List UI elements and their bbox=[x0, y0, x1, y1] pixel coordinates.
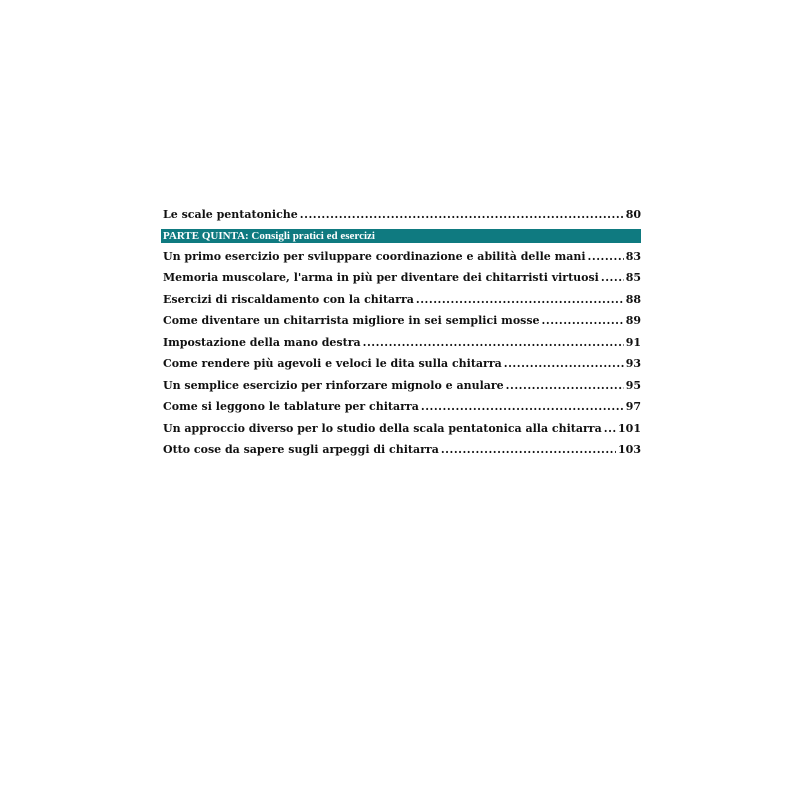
toc-entry-title: Impostazione della mano destra bbox=[163, 335, 361, 349]
toc-entry bbox=[161, 332, 641, 354]
toc-leader-dots bbox=[300, 204, 624, 226]
toc-entry bbox=[161, 375, 641, 397]
toc-leader-dots bbox=[441, 439, 616, 461]
toc-leader-dots bbox=[504, 353, 624, 375]
toc-entry-title: Otto cose da sapere sugli arpeggi di chitarra bbox=[163, 443, 439, 456]
toc-entry bbox=[161, 310, 641, 332]
toc-entry-page: 97 bbox=[625, 400, 641, 413]
toc-entry bbox=[161, 289, 641, 311]
table-of-contents bbox=[161, 204, 641, 461]
toc-entry-title: Esercizi di riscaldamento con la chitarra bbox=[163, 292, 414, 306]
toc-entry bbox=[161, 353, 641, 375]
toc-entry-title: Un semplice esercizio per rinforzare mignolo e anulare bbox=[163, 378, 504, 392]
toc-entry-title: Come diventare un chitarrista migliore in sei semplici mosse bbox=[163, 314, 540, 327]
toc-entry-page: 88 bbox=[625, 292, 641, 306]
toc-entry-page: 101 bbox=[618, 421, 641, 435]
toc-leader-dots bbox=[542, 310, 624, 332]
toc-entry bbox=[161, 418, 641, 440]
toc-entry-page: 85 bbox=[625, 271, 641, 284]
toc-entry-page: 83 bbox=[625, 249, 641, 263]
toc-entry-title: Come rendere più agevoli e veloci le dita sulla chitarra bbox=[163, 357, 502, 370]
toc-entry bbox=[161, 396, 641, 418]
toc-entry-title: Un approccio diverso per lo studio della scala pentatonica alla chitarra bbox=[163, 421, 602, 435]
toc-entry-title: Come si leggono le tablature per chitarra bbox=[163, 400, 419, 413]
toc-entry-page: 80 bbox=[625, 208, 641, 221]
toc-entry bbox=[161, 267, 641, 289]
toc-entry bbox=[161, 204, 641, 226]
toc-entry bbox=[161, 439, 641, 461]
toc-entry-page: 95 bbox=[625, 378, 641, 392]
toc-entry-page: 93 bbox=[625, 357, 641, 370]
toc-leader-dots bbox=[421, 396, 624, 418]
toc-leader-dots bbox=[604, 418, 616, 440]
toc-entry-title: Un primo esercizio per sviluppare coordinazione e abilità delle mani bbox=[163, 249, 586, 263]
toc-entry-page: 103 bbox=[618, 443, 641, 456]
toc-leader-dots bbox=[588, 246, 624, 268]
toc-leader-dots bbox=[363, 332, 624, 354]
toc-leader-dots bbox=[416, 289, 624, 311]
toc-entry bbox=[161, 246, 641, 268]
toc-leader-dots bbox=[601, 267, 624, 289]
toc-leader-dots bbox=[506, 375, 624, 397]
toc-entry-page: 89 bbox=[625, 314, 641, 327]
toc-entry-title: Le scale pentatoniche bbox=[163, 208, 298, 221]
toc-entry-page: 91 bbox=[625, 335, 641, 349]
toc-entry-title: Memoria muscolare, l'arma in più per diventare dei chitarristi virtuosi bbox=[163, 271, 599, 284]
toc-section-heading: PARTE QUINTA: Consigli pratici ed esercizi bbox=[161, 229, 641, 243]
